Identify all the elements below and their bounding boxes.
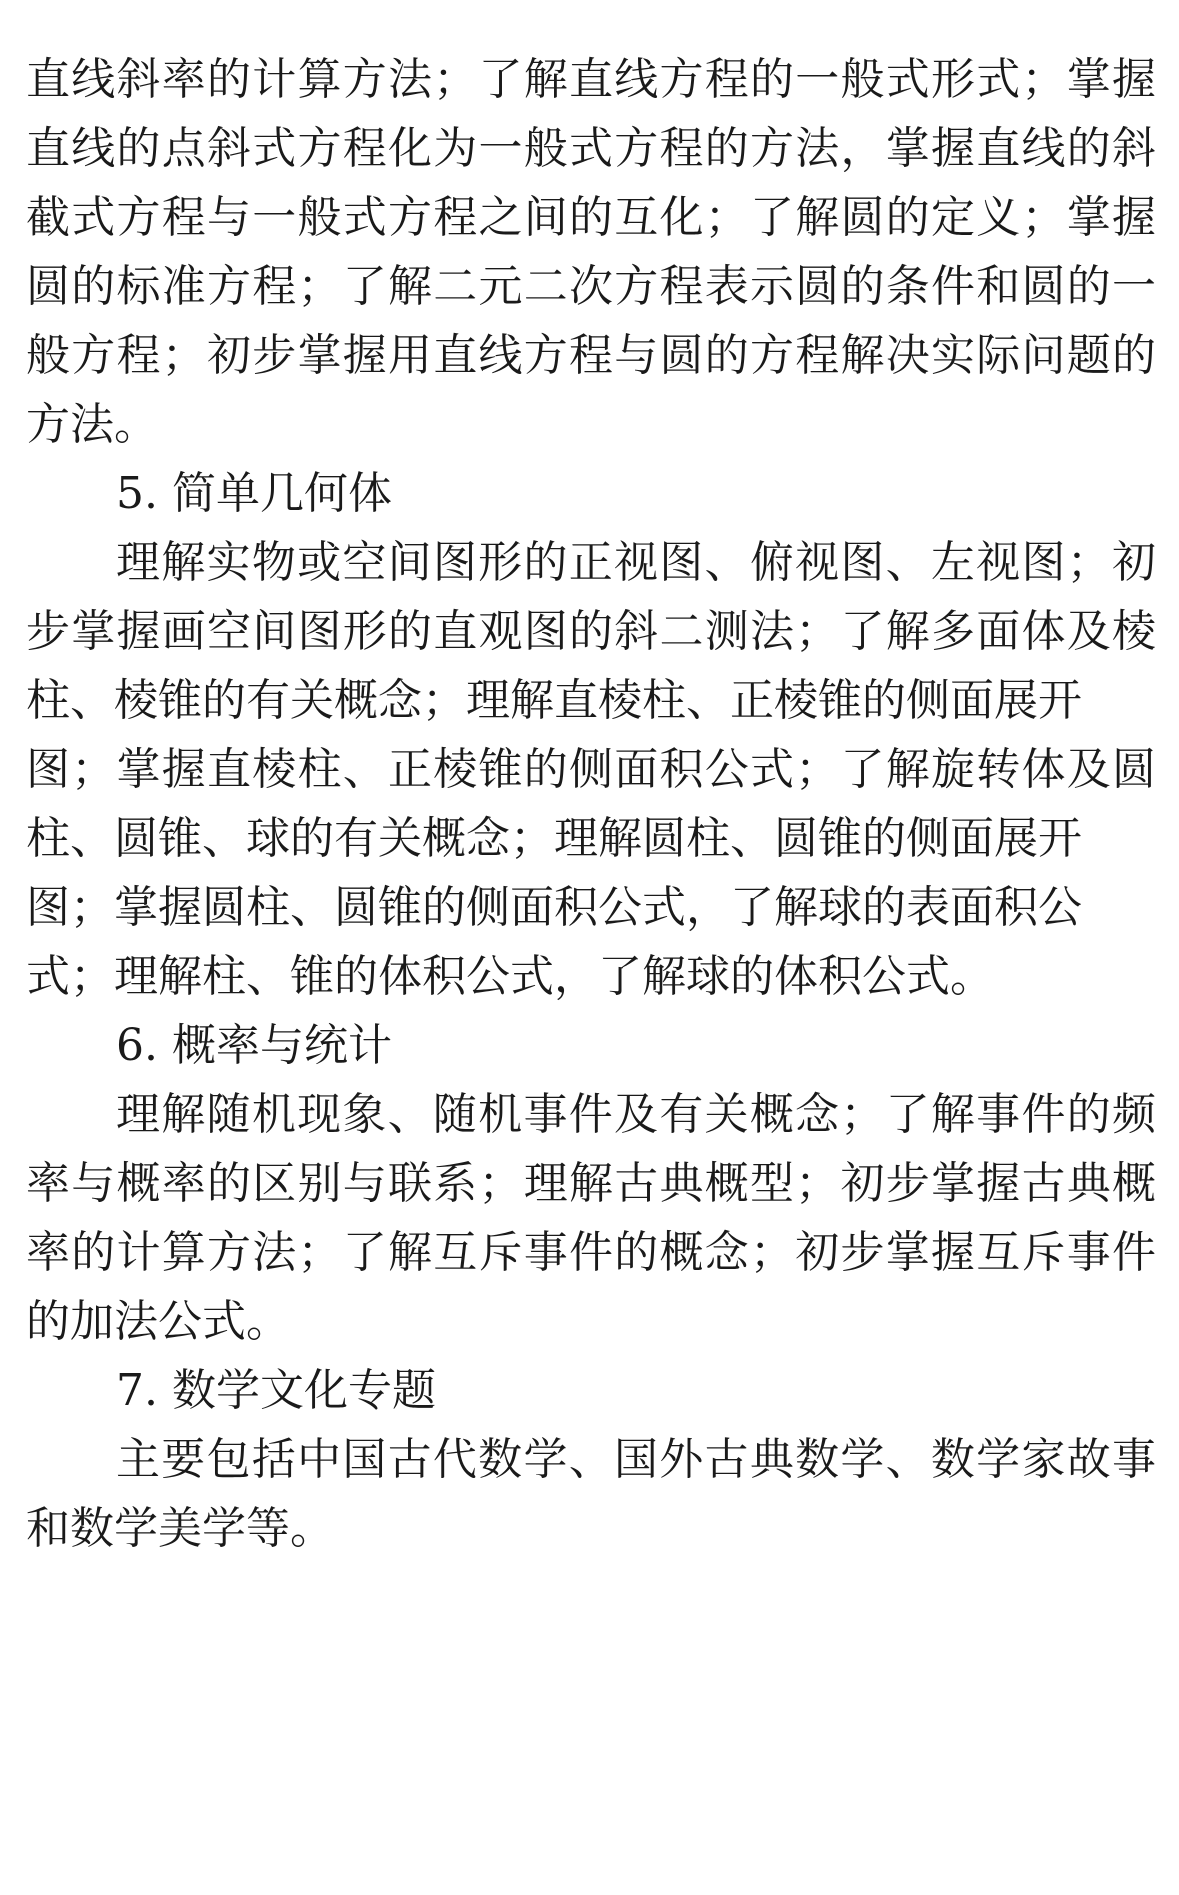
text-line: 截式方程与一般式方程之间的互化；了解圆的定义；掌握 <box>26 192 1156 243</box>
text-line: 和数学美学等。 <box>26 1503 334 1554</box>
text-line: 的加法公式。 <box>26 1296 290 1347</box>
section-heading: 5. 简单几何体 <box>116 468 392 519</box>
text-line: 率与概率的区别与联系；理解古典概型；初步掌握古典概 <box>26 1158 1156 1209</box>
section-heading: 7. 数学文化专题 <box>116 1365 436 1416</box>
text-line: 般方程；初步掌握用直线方程与圆的方程解决实际问题的 <box>26 330 1156 381</box>
text-line: 步掌握画空间图形的直观图的斜二测法；了解多面体及棱 <box>26 606 1156 657</box>
text-line: 理解实物或空间图形的正视图、俯视图、左视图；初 <box>116 537 1156 588</box>
text-line: 式；理解柱、锥的体积公式，了解球的体积公式。 <box>26 951 994 1002</box>
text-line: 图；掌握直棱柱、正棱锥的侧面积公式；了解旋转体及圆 <box>26 744 1156 795</box>
text-line: 主要包括中国古代数学、国外古典数学、数学家故事 <box>116 1434 1156 1485</box>
section-heading: 6. 概率与统计 <box>116 1020 392 1071</box>
text-line: 率的计算方法；了解互斥事件的概念；初步掌握互斥事件 <box>26 1227 1156 1278</box>
text-line: 柱、圆锥、球的有关概念；理解圆柱、圆锥的侧面展开 <box>26 813 1082 864</box>
text-line: 圆的标准方程；了解二元二次方程表示圆的条件和圆的一 <box>26 261 1156 312</box>
text-line: 图；掌握圆柱、圆锥的侧面积公式，了解球的表面积公 <box>26 882 1082 933</box>
text-line: 直线斜率的计算方法；了解直线方程的一般式形式；掌握 <box>26 54 1156 105</box>
text-line: 直线的点斜式方程化为一般式方程的方法，掌握直线的斜 <box>26 123 1156 174</box>
text-line: 方法。 <box>26 399 158 450</box>
text-line: 柱、棱锥的有关概念；理解直棱柱、正棱锥的侧面展开 <box>26 675 1082 726</box>
text-line: 理解随机现象、随机事件及有关概念；了解事件的频 <box>116 1089 1156 1140</box>
